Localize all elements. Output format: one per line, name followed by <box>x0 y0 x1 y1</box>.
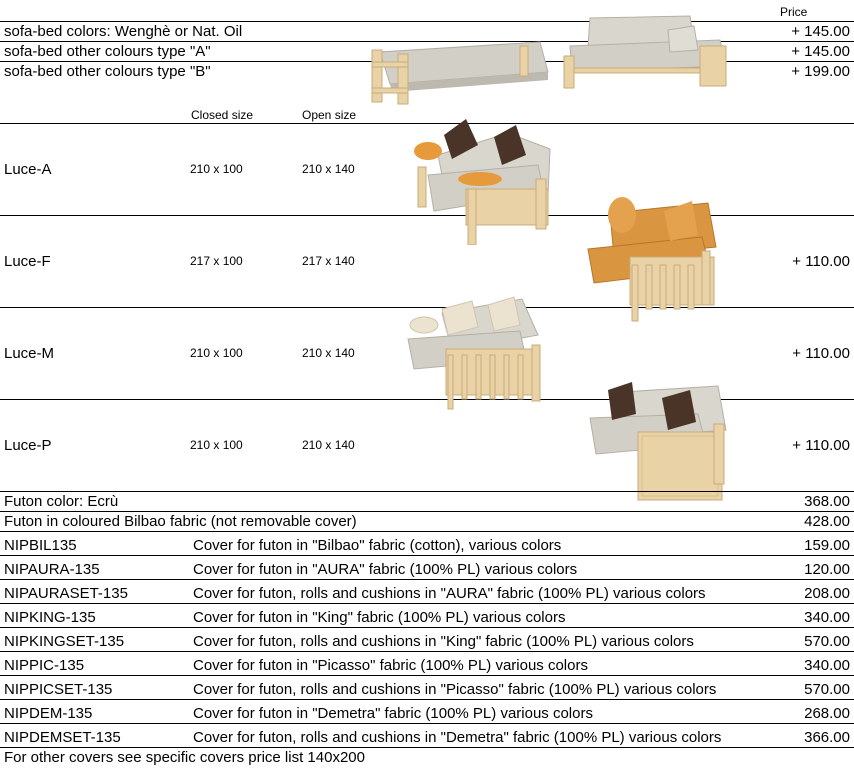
model-price: + 110.00 <box>792 437 850 454</box>
cover-price: 366.00 <box>804 729 850 746</box>
row-divider <box>0 723 854 724</box>
cover-price: 570.00 <box>804 633 850 650</box>
model-closed-size: 210 x 100 <box>190 438 243 452</box>
model-name: Luce-A <box>4 161 52 178</box>
cover-code: NIPBIL135 <box>4 537 77 554</box>
futon-label: Futon color: Ecrù <box>4 493 119 510</box>
luce-a-sofa-image <box>408 115 558 245</box>
luce-p-sofa-image <box>586 378 734 502</box>
open-size-header: Open size <box>302 108 357 122</box>
row-divider <box>0 699 854 700</box>
row-divider <box>0 511 854 512</box>
option-label: sofa-bed other colours type "A" <box>4 43 211 60</box>
footer-note: For other covers see specific covers price list 140x200 <box>4 749 365 766</box>
luce-m-sofa-image <box>402 295 554 411</box>
cover-description: Cover for futon in "King" fabric (100% PL) various colors <box>193 609 566 626</box>
cover-price: 120.00 <box>804 561 850 578</box>
option-price: + 199.00 <box>791 63 850 80</box>
cover-description: Cover for futon, rolls and cushions in "AURA" fabric (100% PL) various colors <box>193 585 706 602</box>
option-label: sofa-bed colors: Wenghè or Nat. Oil <box>4 23 243 40</box>
cover-price: 159.00 <box>804 537 850 554</box>
cover-code: NIPPICSET-135 <box>4 681 113 698</box>
row-divider <box>0 627 854 628</box>
cover-code: NIPDEMSET-135 <box>4 729 121 746</box>
row-divider <box>0 531 854 532</box>
cover-code: NIPKING-135 <box>4 609 96 626</box>
cover-code: NIPKINGSET-135 <box>4 633 125 650</box>
cover-description: Cover for futon, rolls and cushions in "King" fabric (100% PL) various colors <box>193 633 694 650</box>
row-divider <box>0 579 854 580</box>
cover-description: Cover for futon in "AURA" fabric (100% PL) various colors <box>193 561 578 578</box>
price-column-header: Price <box>780 5 808 19</box>
model-closed-size: 217 x 100 <box>190 254 243 268</box>
cover-price: 208.00 <box>804 585 850 602</box>
model-closed-size: 210 x 100 <box>190 162 243 176</box>
cover-price: 340.00 <box>804 609 850 626</box>
cover-description: Cover for futon, rolls and cushions in "Demetra" fabric (100% PL) various colors <box>193 729 722 746</box>
row-divider <box>0 603 854 604</box>
model-closed-size: 210 x 100 <box>190 346 243 360</box>
cover-description: Cover for futon, rolls and cushions in "Picasso" fabric (100% PL) various colors <box>193 681 717 698</box>
model-open-size: 210 x 140 <box>302 438 355 452</box>
model-open-size: 210 x 140 <box>302 346 355 360</box>
cover-code: NIPPIC-135 <box>4 657 85 674</box>
cover-price: 340.00 <box>804 657 850 674</box>
cover-code: NIPAURASET-135 <box>4 585 128 602</box>
sofa-bed-open-image <box>560 10 732 90</box>
option-price: + 145.00 <box>791 23 850 40</box>
row-divider <box>0 651 854 652</box>
model-name: Luce-M <box>4 345 55 362</box>
cover-price: 570.00 <box>804 681 850 698</box>
cover-price: 268.00 <box>804 705 850 722</box>
row-divider <box>0 675 854 676</box>
cover-description: Cover for futon in "Picasso" fabric (100% PL) various colors <box>193 657 588 674</box>
futon-label: Futon in coloured Bilbao fabric (not removable cover) <box>4 513 357 530</box>
model-price: + 110.00 <box>792 345 850 362</box>
futon-price: 368.00 <box>804 493 850 510</box>
model-open-size: 217 x 140 <box>302 254 355 268</box>
cover-description: Cover for futon in "Demetra" fabric (100% PL) various colors <box>193 705 593 722</box>
model-open-size: 210 x 140 <box>302 162 355 176</box>
closed-size-header: Closed size <box>191 108 254 122</box>
option-price: + 145.00 <box>791 43 850 60</box>
sofa-bed-closed-image <box>370 32 552 108</box>
model-name: Luce-P <box>4 437 52 454</box>
futon-price: 428.00 <box>804 513 850 530</box>
row-divider <box>0 491 854 492</box>
cover-code: NIPAURA-135 <box>4 561 100 578</box>
row-divider <box>0 747 854 748</box>
option-label: sofa-bed other colours type "B" <box>4 63 211 80</box>
luce-f-sofa-image <box>580 193 722 325</box>
model-price: + 110.00 <box>792 253 850 270</box>
model-name: Luce-F <box>4 253 51 270</box>
cover-code: NIPDEM-135 <box>4 705 93 722</box>
cover-description: Cover for futon in "Bilbao" fabric (cotton), various colors <box>193 537 562 554</box>
row-divider <box>0 555 854 556</box>
